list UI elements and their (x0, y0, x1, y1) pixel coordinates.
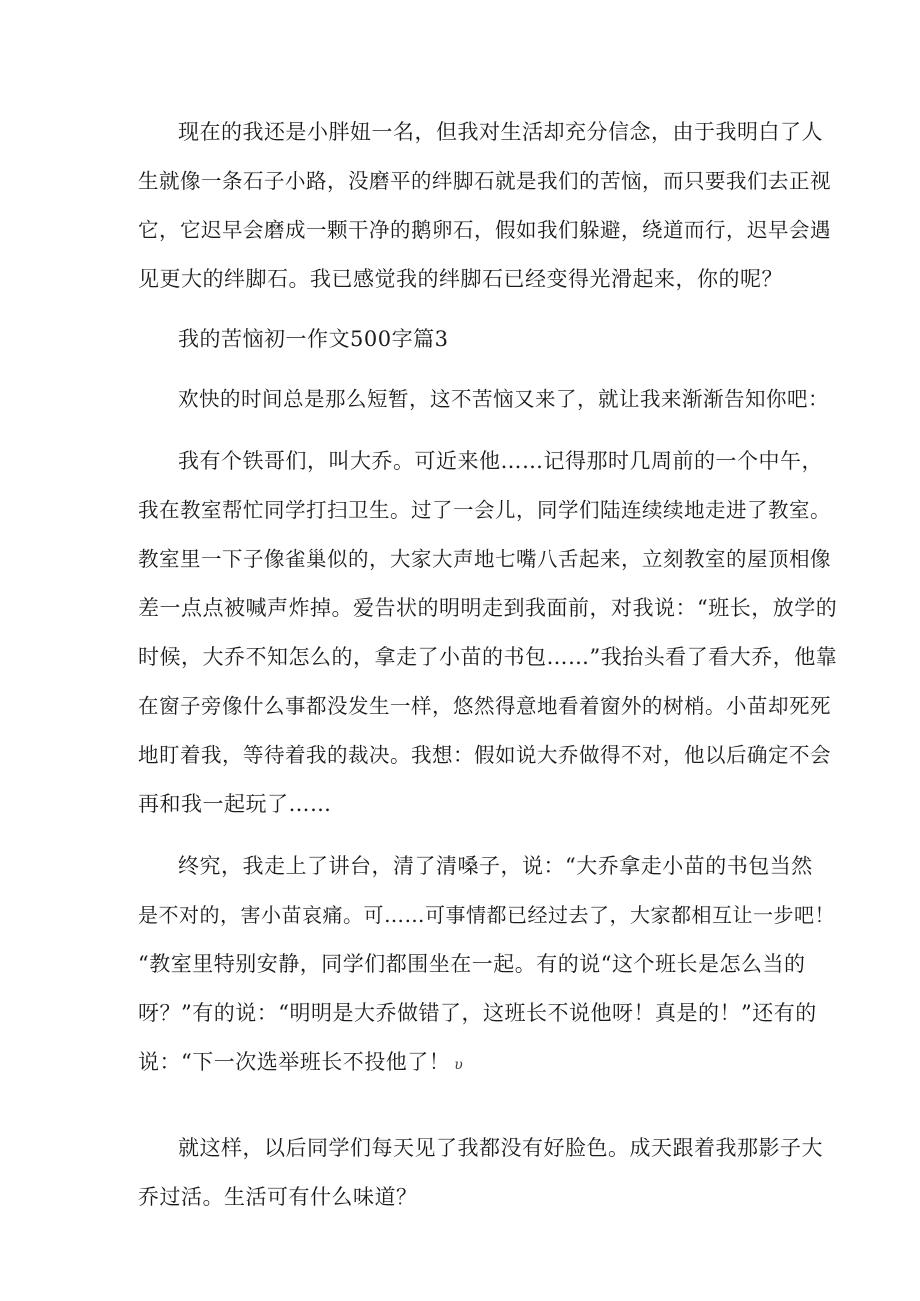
text-line: 乔过活。生活可有什么味道？ (138, 1185, 418, 1209)
text-line: 时候，大乔不知怎么的，拿走了小苗的书包……”我抬头看了看大乔，他靠 (138, 645, 838, 669)
text-line: 呀？”有的说：“明明是大乔做错了，这班长不说他呀！真是的！”还有的 (138, 1001, 817, 1025)
text-line: 教室里一下子像雀巢似的，大家大声地七嘴八舌起来，立刻教室的屋顶相像 (138, 547, 831, 571)
text-line: 在窗子旁像什么事都没发生一样，悠然得意地看着窗外的树梢。小苗却死死 (138, 694, 831, 718)
text-line: 地盯着我，等待着我的裁决。我想：假如说大乔做得不对，他以后确定不会 (138, 743, 831, 767)
text-line: 它，它迟早会磨成一颗干净的鹅卵石，假如我们躲避，绕道而行，迟早会遇 (138, 218, 831, 242)
text-line: 欢快的时间总是那么短暂，这不苦恼又来了，就让我来渐渐告知你吧： (178, 387, 829, 411)
text-line: 我在教室帮忙同学打扫卫生。过了一会儿，同学们陆连续续地走进了教室。 (138, 498, 831, 522)
text-line: 差一点点被喊声炸掉。爱告状的明明走到我面前，对我说：“班长，放学的 (138, 596, 838, 620)
text-line: 终究，我走上了讲台，清了清嗓子，说：“大乔拿走小苗的书包当然 (178, 854, 813, 878)
text-line: “教室里特别安静，同学们都围坐在一起。有的说“这个班长是怎么当的 (138, 952, 806, 976)
text-line-content: 说：“下一次选举班长不投他了！ (138, 1050, 451, 1074)
text-line: 我有个铁哥们，叫大乔。可近来他……记得那时几周前的一个中午， (178, 449, 823, 473)
paragraph-end-marker: υ (454, 1057, 464, 1073)
text-line: 就这样，以后同学们每天见了我都没有好脸色。成天跟着我那影子大 (178, 1136, 823, 1160)
text-line: 现在的我还是小胖妞一名，但我对生活却充分信念，由于我明白了人 (178, 120, 823, 144)
section-heading: 我的苦恼初一作文500字篇3 (178, 327, 449, 351)
text-line: 生就像一条石子小路，没磨平的绊脚石就是我们的苦恼，而只要我们去正视 (138, 169, 831, 193)
text-line: 见更大的绊脚石。我已感觉我的绊脚石已经变得光滑起来，你的呢？ (138, 267, 783, 291)
text-line: 再和我一起玩了…… (138, 792, 332, 816)
text-line: 是不对的，害小苗哀痛。可……可事情都已经过去了，大家都相互让一步吧！ (138, 903, 835, 927)
text-line-last (138, 1048, 463, 1079)
